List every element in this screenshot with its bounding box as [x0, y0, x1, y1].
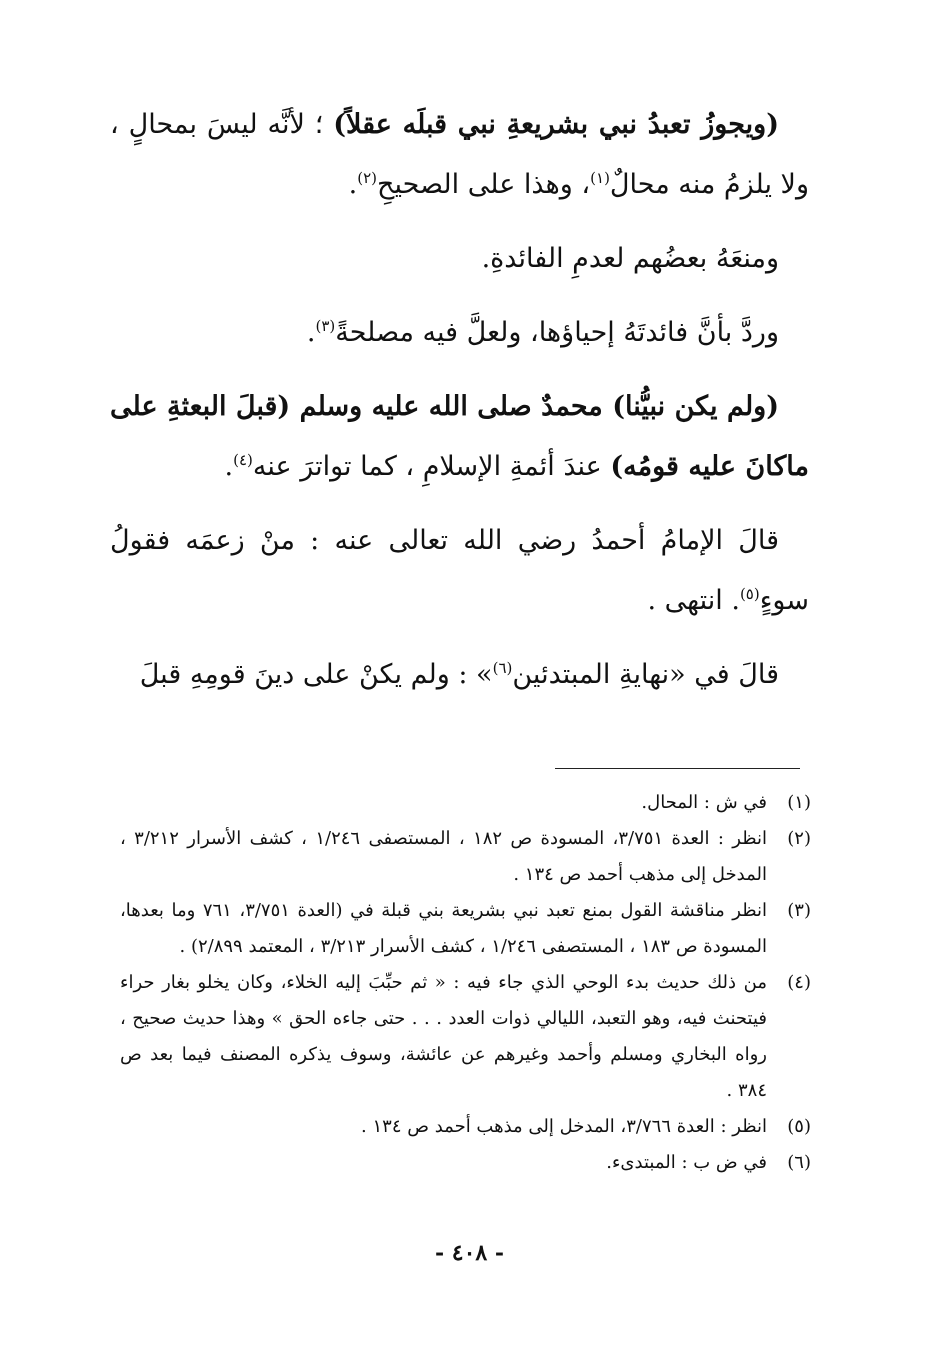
punctuation: . انتهى . [647, 585, 740, 616]
footnote-text: انظر مناقشة القول بمنع تعبد نبي بشريعة بني قبلة في (العدة ٣/٧٥١، ٧٦١ وما بعدها، المسودة ص ١٨٣ ، المستصفى ١/٢٤٦ ، كشف الأسرار ٣/٢١٣ ، المعتمد ٢/٨٩٩) . [120, 900, 767, 957]
main-text [110, 95, 809, 719]
footnote-2 [120, 821, 811, 893]
commentary-text: وردَّ بأنَّ فائدتَهُ إحياؤها، ولعلَّ فيه مصلحةً [335, 317, 779, 348]
footnote-5 [120, 1109, 811, 1145]
footnote-ref-5: (٥) [739, 585, 760, 603]
footnote-text: في ض ب : المبتدىء. [606, 1152, 767, 1173]
punctuation: . [306, 317, 316, 348]
page-number: - ٤٠٨ - [434, 1240, 505, 1266]
footnote-1 [120, 785, 811, 821]
footnote-separator [555, 768, 800, 769]
footnotes [120, 785, 811, 1181]
footnote-ref-2: (٢) [357, 169, 378, 187]
footnote-number: (٥) [787, 1116, 811, 1137]
footnote-text: من ذلك حديث بدء الوحي الذي جاء فيه : « ثم حبِّبَ إليه الخلاء، وكان يخلو بغار حراء فيتحنث فيه، وهو التعبد، الليالي ذوات العدد . . . حتى جاءه الحق » وهذا حديث صحيح ، رواه البخاري ومسلم وأحمد وغيرهم عن عائشة، وسوف يذكره المصنف فيما بعد ص ٣٨٤ . [120, 972, 767, 1101]
footnote-3 [120, 893, 811, 965]
footnote-text: في ش : المحال. [641, 792, 767, 813]
footnote-ref-1: (١) [590, 169, 610, 187]
footnote-ref-3: (٣) [315, 317, 336, 335]
commentary-text: ومنعَهُ بعضُهم لعدمِ الفائدةِ. [481, 243, 779, 274]
commentary-text: قالَ في «نهايةِ المبتدئين [512, 659, 779, 690]
paragraph-4 [110, 377, 809, 497]
footnote-number: (٦) [787, 1152, 811, 1173]
paragraph-6 [110, 645, 809, 705]
commentary-text: ، وهذا على الصحيحِ [377, 169, 591, 200]
paragraph-3 [110, 303, 809, 363]
footnote-ref-4: (٤) [233, 451, 253, 469]
punctuation: . [224, 451, 234, 482]
footnote-number: (٢) [787, 828, 811, 849]
footnote-4 [120, 965, 811, 1109]
footnote-text: انظر : العدة ٣/٧٦٦، المدخل إلى مذهب أحمد ص ١٣٤ . [361, 1116, 767, 1137]
commentary-text: قالَ الإمامُ أحمدُ رضي الله تعالى عنه : منْ زعمَه فقولُ سوءٍ [110, 525, 809, 616]
paragraph-1 [110, 95, 809, 215]
punctuation: . [348, 169, 358, 200]
footnote-ref-6: (٦) [492, 659, 513, 677]
footnote-number: (٣) [787, 900, 811, 921]
footnote-number: (١) [787, 792, 811, 813]
matn-text: (ولم يكن نبيُّنا) محمدٌ صلى الله عليه وسلم (قبلَ البعثةِ على ماكانَ عليه قومُه) [110, 391, 809, 482]
matn-text: (ويجوزُ تعبدُ نبي بشريعةِ نبي قبلَه عقلاً) [333, 109, 779, 140]
footnote-number: (٤) [787, 972, 811, 993]
paragraph-5 [110, 511, 809, 631]
footnote-text: انظر : العدة ٣/٧٥١، المسودة ص ١٨٢ ، المستصفى ١/٢٤٦ ، كشف الأسرار ٣/٢١٢ ، المدخل إلى مذهب أحمد ص ١٣٤ . [120, 828, 767, 885]
commentary-text: » : ولم يكنْ على دينَ قومِهِ قبلَ [139, 659, 493, 690]
commentary-text: ؛ لأنَّه ليسَ بمحالٍ ، ولا يلزمُ منه محالٌ [110, 109, 809, 200]
paragraph-2 [110, 229, 809, 289]
commentary-text: عندَ أئمةِ الإسلامِ ، كما تواترَ عنه [252, 451, 611, 482]
footnote-6 [120, 1145, 811, 1181]
